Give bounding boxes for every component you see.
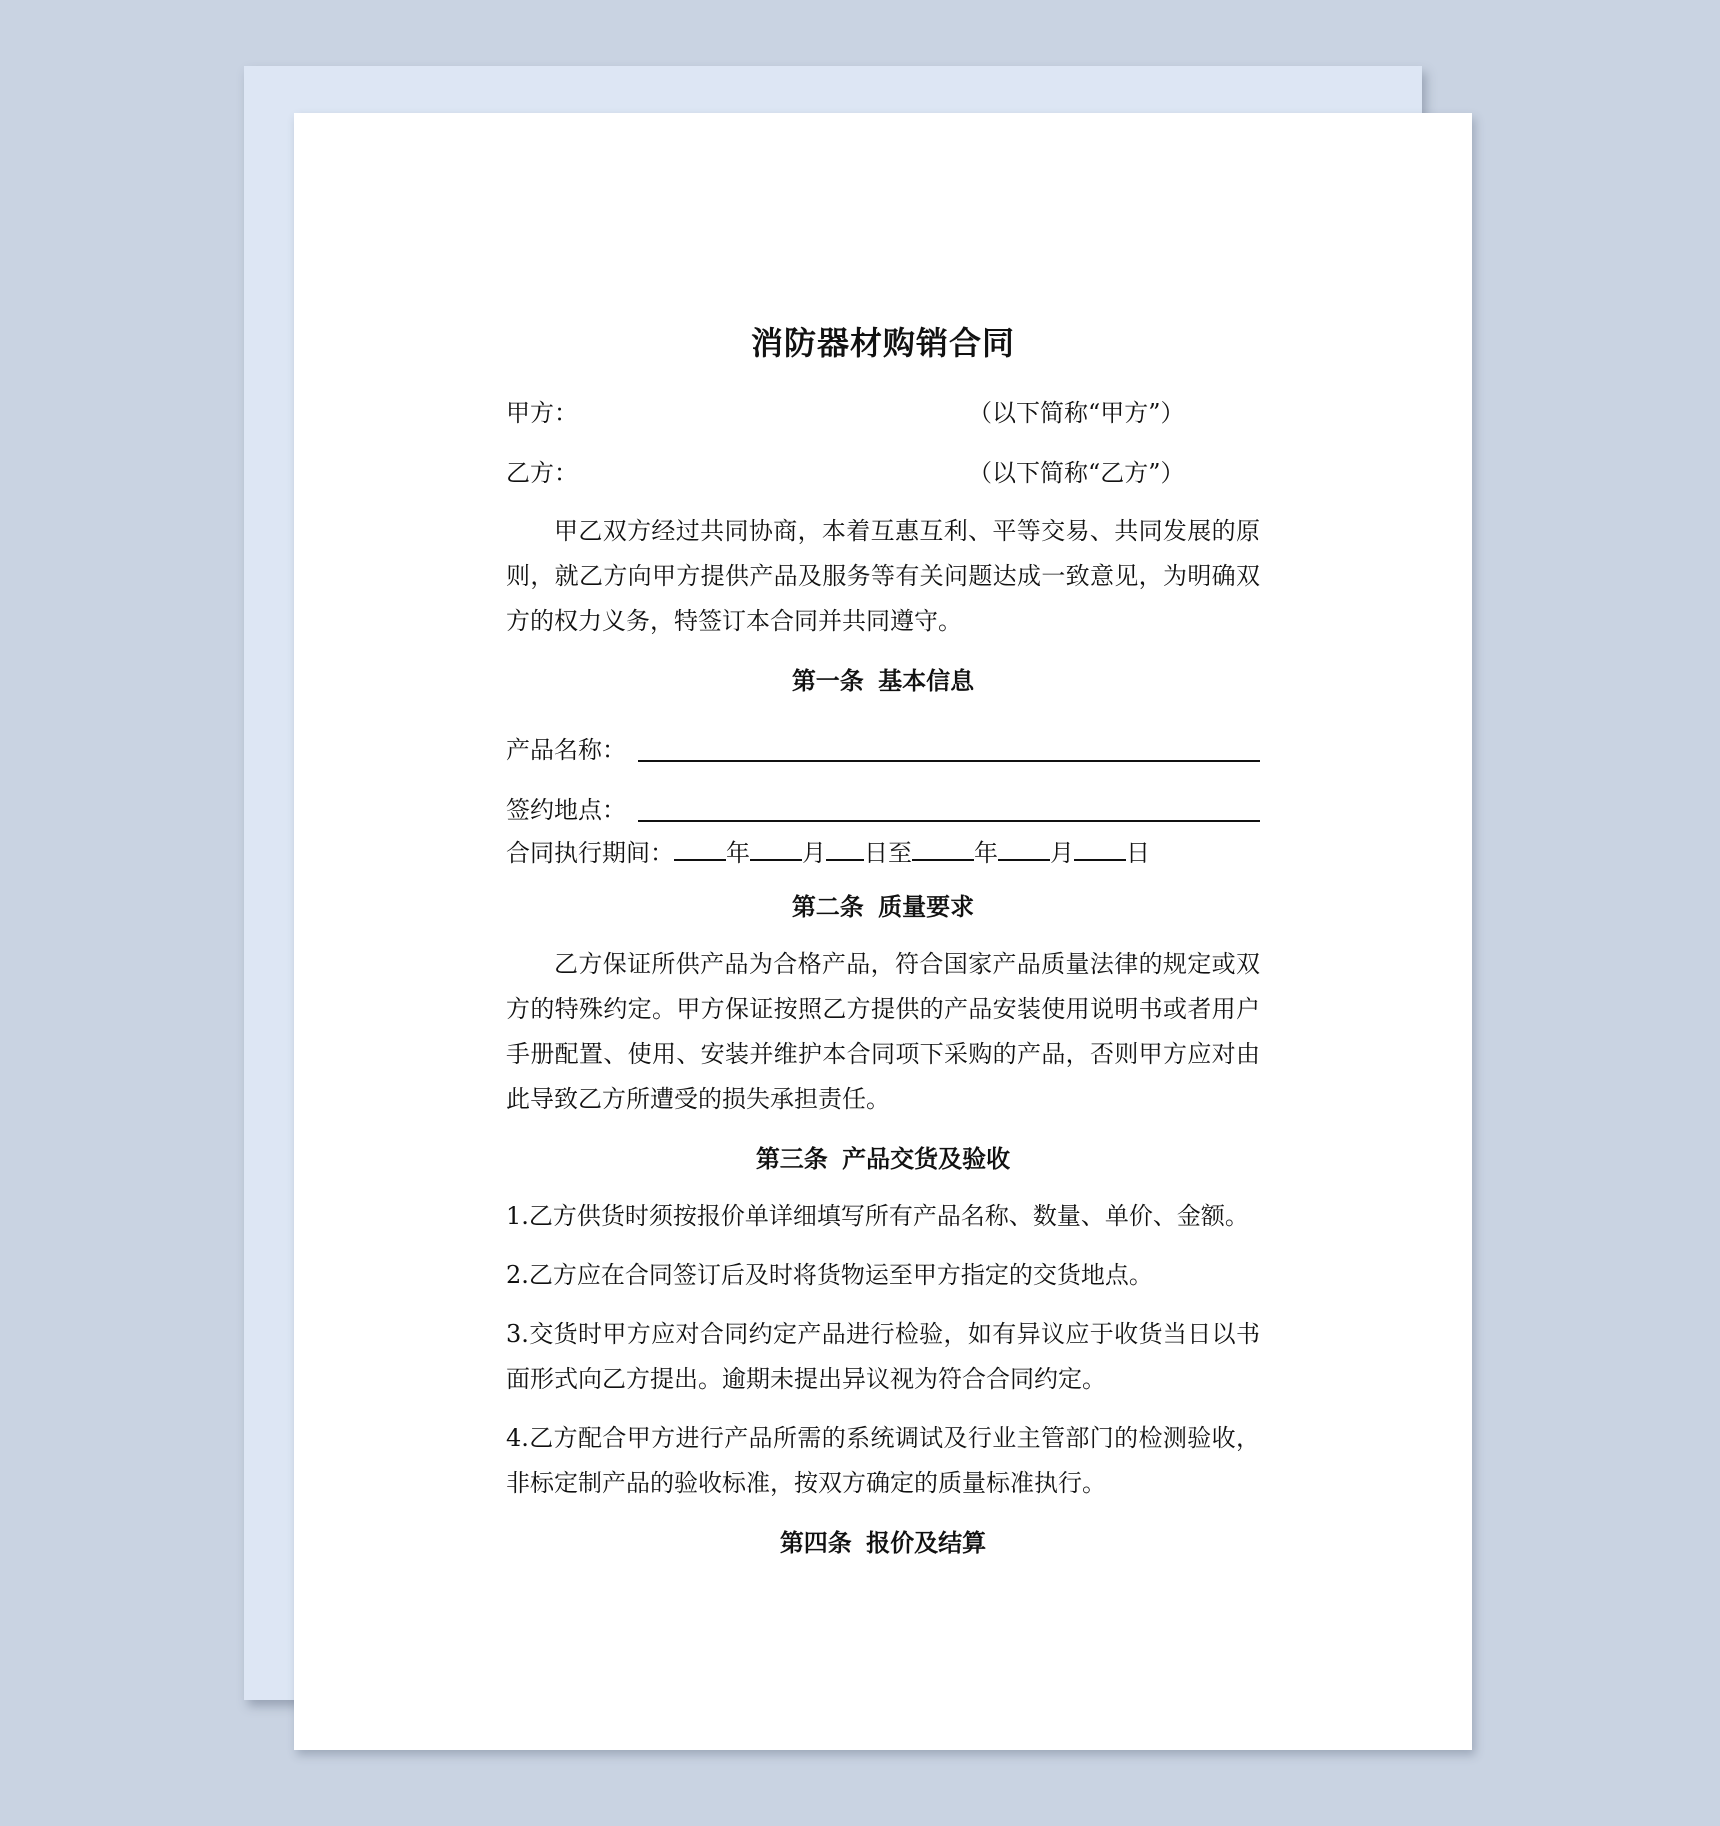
party-b-note: （以下简称“乙方”） xyxy=(968,459,1185,487)
product-name-blank xyxy=(638,728,1260,762)
section1-heading: 第一条 基本信息 xyxy=(791,666,975,695)
document-page xyxy=(294,113,1472,1750)
party-b-label: 乙方： xyxy=(506,459,578,487)
product-name-label: 产品名称： xyxy=(506,736,626,764)
section3-item-1: 1.乙方供货时须按报价单详细填写所有产品名称、数量、单价、金额。 xyxy=(506,1202,1249,1230)
section3-item-3: 3.交货时甲方应对合同约定产品进行检验，如有异议应于收货当日以书面形式向乙方提出。逾期未提出异议视为符合合同约定。 xyxy=(506,1320,1260,1393)
year-blank xyxy=(912,835,974,861)
document-content xyxy=(506,303,1260,1572)
product-name-field xyxy=(506,710,1260,770)
month-blank xyxy=(998,835,1050,861)
party-a-label: 甲方： xyxy=(506,399,578,427)
day-blank xyxy=(826,835,864,861)
sign-place-blank xyxy=(638,788,1260,822)
party-a-note: （以下简称“甲方”） xyxy=(968,399,1185,427)
section4-heading: 第四条 报价及结算 xyxy=(779,1528,987,1557)
sign-place-label: 签约地点： xyxy=(506,796,626,824)
section3-heading: 第三条 产品交货及验收 xyxy=(755,1144,1011,1173)
section3-item-4: 4.乙方配合甲方进行产品所需的系统调试及行业主管部门的检测验收，非标定制产品的验收标准，按双方确定的质量标准执行。 xyxy=(506,1424,1260,1497)
period-year-2: 年 xyxy=(974,839,998,867)
period-month-2: 月 xyxy=(1050,839,1074,867)
section2-paragraph: 乙方保证所供产品为合格产品，符合国家产品质量法律的规定或双方的特殊约定。甲方保证按照乙方提供的产品安装使用说明书或者用户手册配置、使用、安装并维护本合同项下采购的产品，否则甲方应对由此导致乙方所遭受的损失承担责任。 xyxy=(506,950,1260,1113)
period-year-1: 年 xyxy=(726,839,750,867)
day-blank xyxy=(1074,835,1126,861)
contract-period-row xyxy=(506,830,1260,876)
month-blank xyxy=(750,835,802,861)
sign-place-field xyxy=(506,770,1260,830)
document-title: 消防器材购销合同 xyxy=(750,324,1015,362)
year-blank xyxy=(674,835,726,861)
party-b-line xyxy=(506,443,1260,503)
period-day-2: 日 xyxy=(1126,839,1150,867)
period-month-1: 月 xyxy=(802,839,826,867)
section3-item-2: 2.乙方应在合同签订后及时将货物运至甲方指定的交货地点。 xyxy=(506,1261,1153,1289)
period-day-1: 日至 xyxy=(864,839,912,867)
preamble-paragraph: 甲乙双方经过共同协商，本着互惠互利、平等交易、共同发展的原则，就乙方向甲方提供产品及服务等有关问题达成一致意见，为明确双方的权力义务，特签订本合同并共同遵守。 xyxy=(506,517,1260,635)
party-a-line xyxy=(506,383,1260,443)
section2-heading: 第二条 质量要求 xyxy=(791,892,975,921)
period-label: 合同执行期间： xyxy=(506,839,674,867)
